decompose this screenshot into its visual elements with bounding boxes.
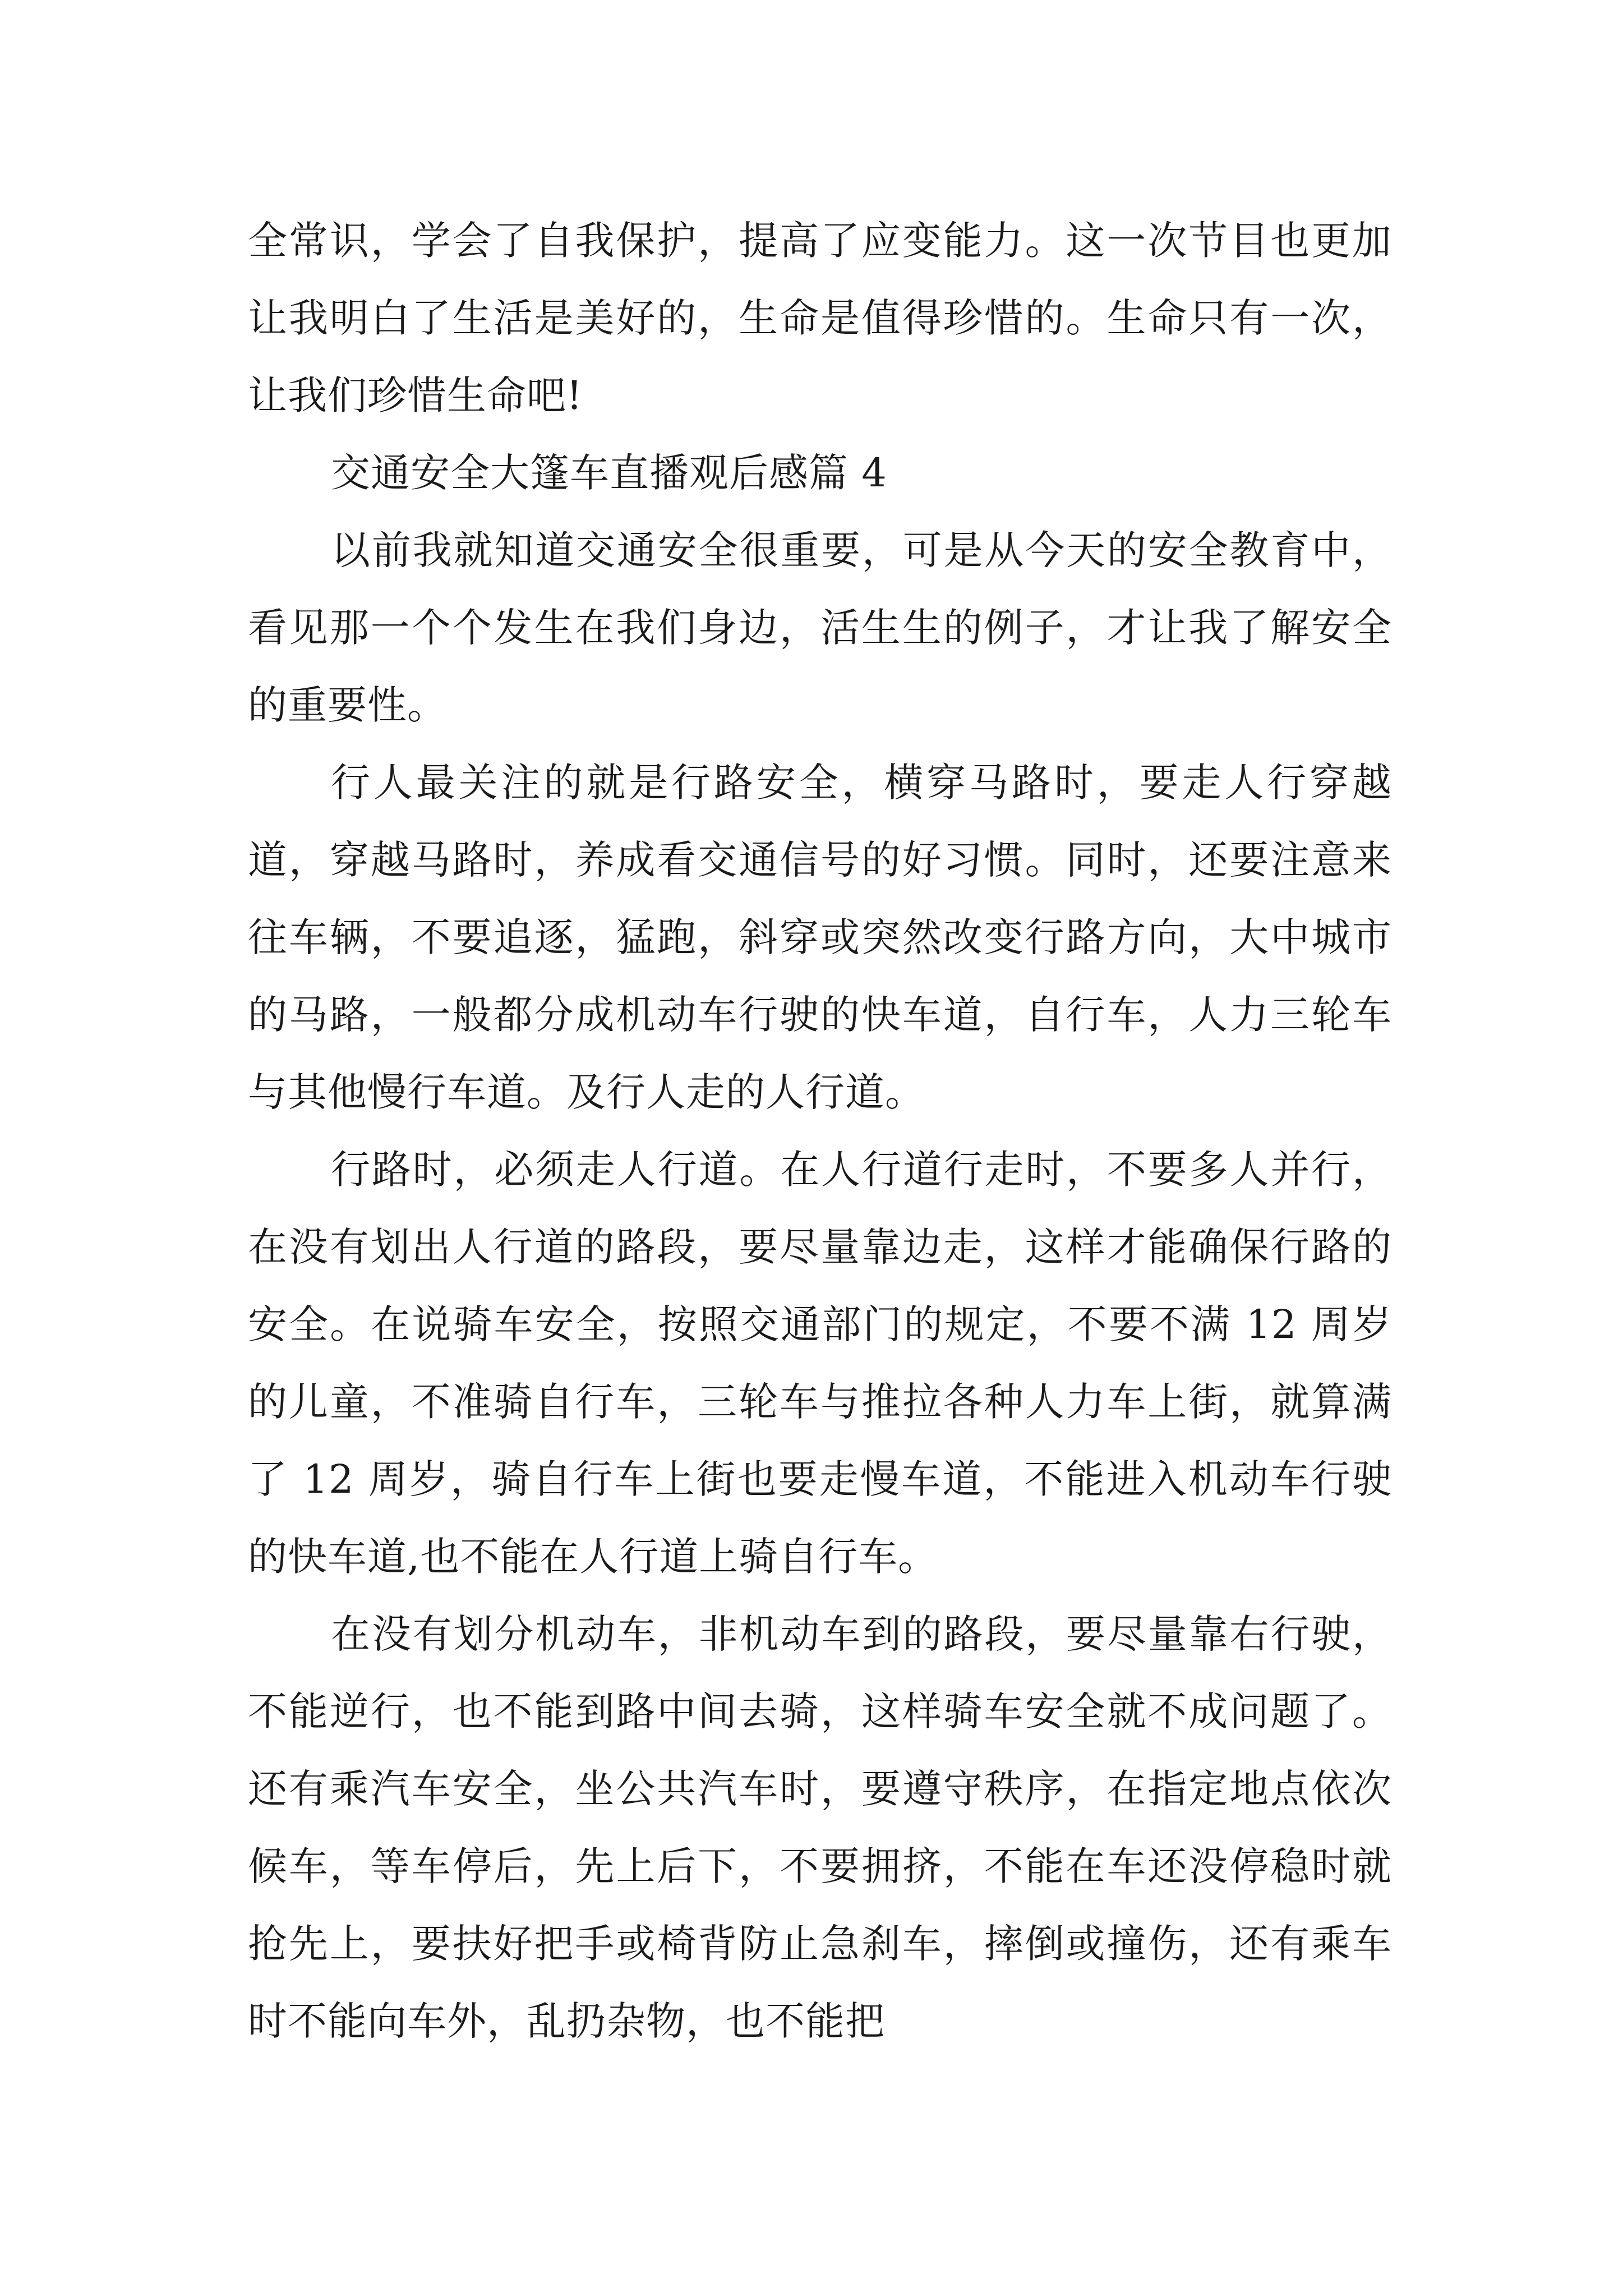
- paragraph-continuation: 全常识，学会了自我保护，提高了应变能力。这一次节目也更加让我明白了生活是美好的，生命是值得珍惜的。生命只有一次，让我们珍惜生命吧!: [248, 218, 1392, 418]
- section-heading: 交通安全大篷车直播观后感篇 4: [331, 450, 887, 496]
- paragraph: 在没有划分机动车，非机动车到的路段，要尽量靠右行驶，不能逆行，也不能到路中间去骑，这样骑车安全就不成问题了。还有乘汽车安全，坐公共汽车时，要遵守秩序，在指定地点依次候车，等车停后，先上后下，不要拥挤，不能在车还没停稳时就抢先上，要扶好把手或椅背防止急刹车，摔倒或撞伤，还有乘车时不能向车外，乱扔杂物，也不能把: [248, 1611, 1392, 2044]
- document-body: [248, 202, 1392, 2060]
- paragraph: 以前我就知道交通安全很重要，可是从今天的安全教育中，看见那一个个发生在我们身边，活生生的例子，才让我了解安全的重要性。: [248, 527, 1392, 728]
- paragraph: 行人最关注的就是行路安全，横穿马路时，要走人行穿越道，穿越马路时，养成看交通信号的好习惯。同时，还要注意来往车辆，不要追逐，猛跑，斜穿或突然改变行路方向，大中城市的马路，一般都分成机动车行驶的快车道，自行车，人力三轮车与其他慢行车道。及行人走的人行道。: [248, 760, 1392, 1115]
- paragraph: 行路时，必须走人行道。在人行道行走时，不要多人并行，在没有划出人行道的路段，要尽量靠边走，这样才能确保行路的安全。在说骑车安全，按照交通部门的规定，不要不满 12 周岁的儿童，不准骑自行车，三轮车与推拉各种人力车上街，就算满了 12 周岁，骑自行车上街也要走慢车道，不能进入机动车行驶的快车道,也不能在人行道上骑自行车。: [248, 1147, 1392, 1580]
